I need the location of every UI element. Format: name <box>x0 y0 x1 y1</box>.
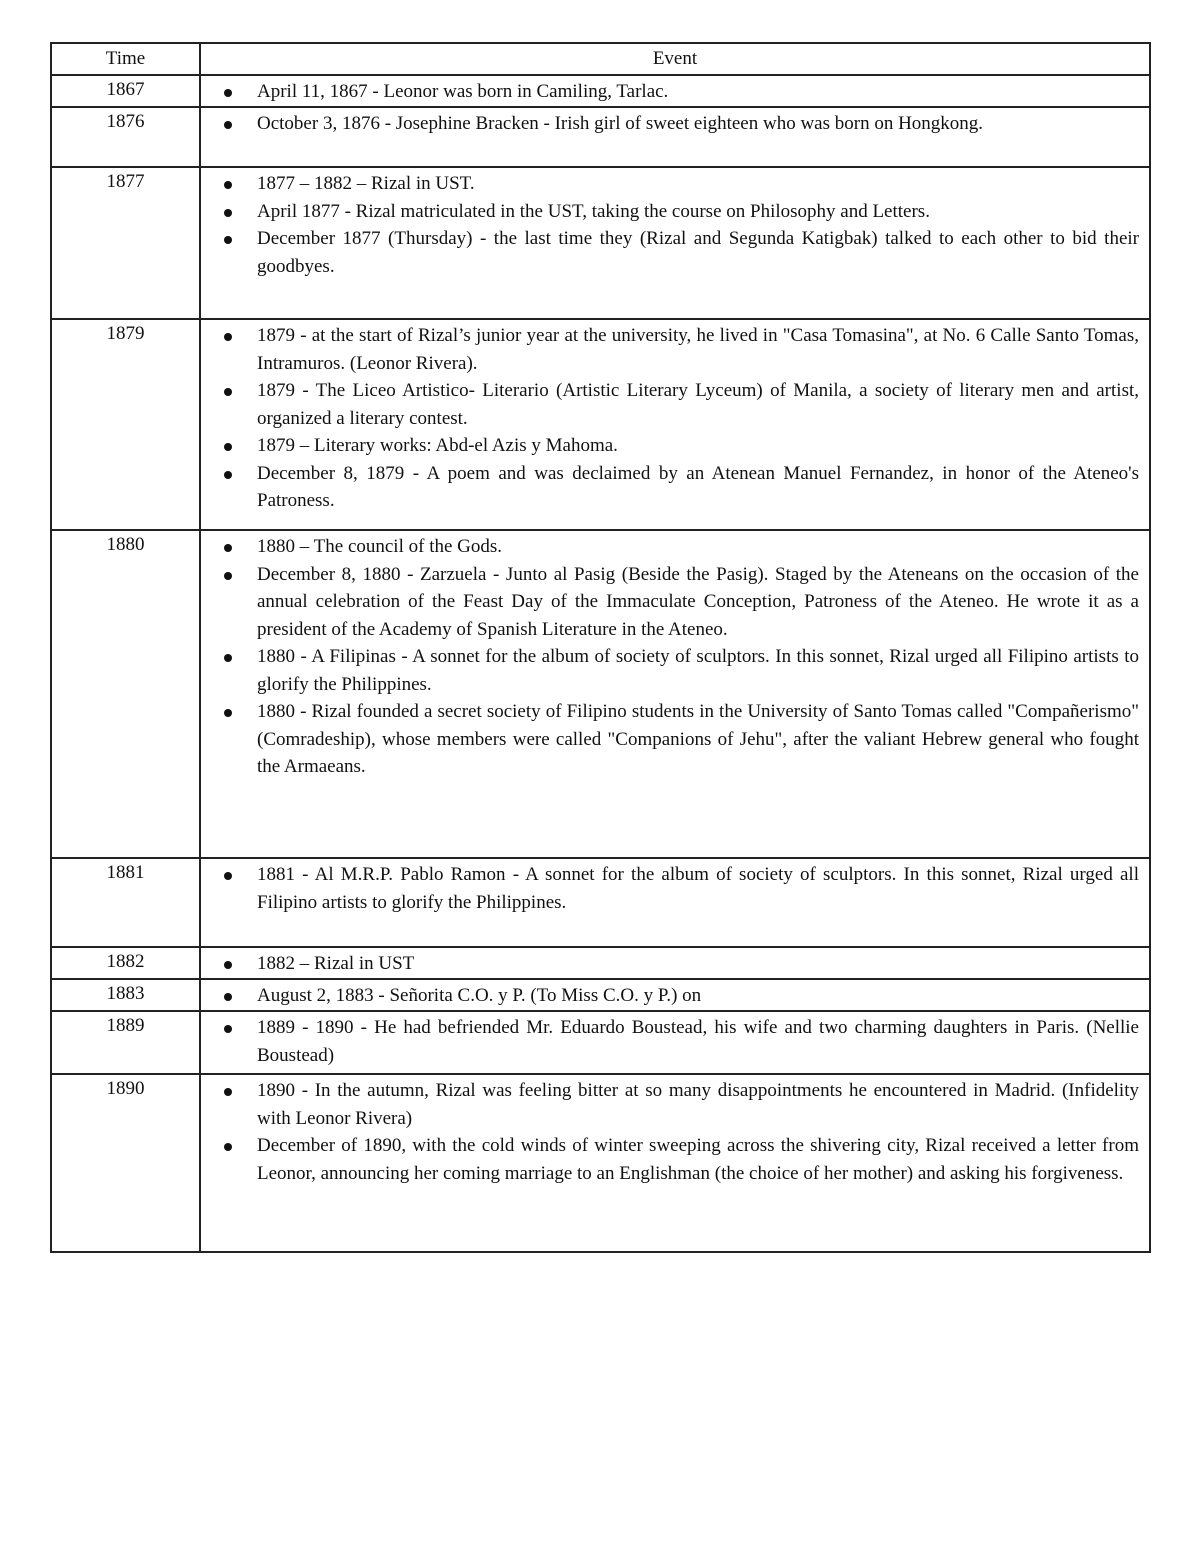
event-item <box>257 1014 1139 1069</box>
event-text: December 8, 1879 - A poem and was declaimed by an Atenean Manuel Fernandez, in honor of the Ateneo's Patroness. <box>257 462 1139 511</box>
event-list <box>201 76 1149 106</box>
time-cell <box>51 167 200 319</box>
event-cell <box>200 1074 1150 1252</box>
time-cell <box>51 947 200 979</box>
event-text: December 1877 (Thursday) - the last time they (Rizal and Segunda Katigbak) talked to each other to bid their goodbyes. <box>257 228 1139 277</box>
event-item <box>257 950 1139 978</box>
bullet-icon <box>224 388 232 396</box>
event-text: 1881 - Al M.R.P. Pablo Ramon - A sonnet for the album of society of sculptors. In this sonnet, Rizal urged all Filipino artists to glorify the Philippines. <box>257 864 1139 913</box>
event-list <box>201 1012 1149 1069</box>
bullet-icon <box>224 471 232 479</box>
event-item <box>257 377 1139 432</box>
event-item <box>257 1077 1139 1132</box>
table-row <box>51 947 1150 979</box>
time-cell <box>51 530 200 858</box>
event-item <box>257 533 1139 561</box>
event-text: October 3, 1876 - Josephine Bracken - Irish girl of sweet eighteen who was born on Hongkong. <box>257 113 984 134</box>
event-text: 1877 – 1882 – Rizal in UST. <box>257 173 475 194</box>
event-item <box>257 861 1139 916</box>
event-item <box>257 225 1139 280</box>
event-cell <box>200 1011 1150 1074</box>
event-item <box>257 643 1139 698</box>
event-list <box>201 948 1149 978</box>
bullet-icon <box>224 209 232 217</box>
bullet-icon <box>224 121 232 129</box>
event-item <box>257 982 1139 1010</box>
bullet-icon <box>224 333 232 341</box>
time-cell <box>51 1011 200 1074</box>
year-label: 1883 <box>106 983 145 1004</box>
bullet-icon <box>224 1143 232 1151</box>
bullet-icon <box>224 961 232 969</box>
event-text: 1880 – The council of the Gods. <box>257 536 503 557</box>
event-text: 1882 – Rizal in UST <box>257 953 415 974</box>
bullet-icon <box>224 993 232 1001</box>
event-list <box>201 531 1149 781</box>
event-cell <box>200 167 1150 319</box>
table-row <box>51 107 1150 167</box>
table-row <box>51 979 1150 1011</box>
event-list <box>201 108 1149 138</box>
table-header-row <box>51 43 1150 75</box>
event-item <box>257 78 1139 106</box>
bullet-icon <box>224 654 232 662</box>
event-cell <box>200 979 1150 1011</box>
event-text: April 11, 1867 - Leonor was born in Camiling, Tarlac. <box>257 81 669 102</box>
year-label: 1879 <box>106 323 145 344</box>
event-list <box>201 859 1149 916</box>
timeline-table <box>50 42 1151 1253</box>
table-row <box>51 75 1150 107</box>
time-cell <box>51 319 200 530</box>
event-item <box>257 322 1139 377</box>
table-row <box>51 530 1150 858</box>
event-text: 1890 - In the autumn, Rizal was feeling bitter at so many disappointments he encountered in Madrid. (Infidelity with Leonor Rivera) <box>257 1080 1139 1129</box>
event-column-header: Event <box>200 43 1150 75</box>
year-label: 1881 <box>106 862 145 883</box>
event-item <box>257 432 1139 460</box>
year-label: 1877 <box>106 171 145 192</box>
event-cell <box>200 75 1150 107</box>
event-text: December of 1890, with the cold winds of winter sweeping across the shivering city, Rizal received a letter from Leonor, announcing her coming marriage to an Englishman (the choice of her mother) and asking his forgiveness. <box>257 1135 1139 1184</box>
event-item <box>257 561 1139 644</box>
event-item <box>257 460 1139 515</box>
event-item <box>257 1132 1139 1187</box>
event-item <box>257 170 1139 198</box>
event-cell <box>200 947 1150 979</box>
table-row <box>51 1011 1150 1074</box>
event-text: 1879 – Literary works: Abd-el Azis y Mahoma. <box>257 435 618 456</box>
year-label: 1882 <box>106 951 145 972</box>
table-row <box>51 1074 1150 1252</box>
event-list <box>201 980 1149 1010</box>
year-label: 1880 <box>106 534 145 555</box>
event-cell <box>200 107 1150 167</box>
year-label: 1889 <box>106 1015 145 1036</box>
event-cell <box>200 858 1150 947</box>
table-row <box>51 858 1150 947</box>
time-cell <box>51 858 200 947</box>
event-list <box>201 320 1149 515</box>
bullet-icon <box>224 544 232 552</box>
event-list <box>201 1075 1149 1187</box>
event-cell <box>200 530 1150 858</box>
time-cell <box>51 75 200 107</box>
year-label: 1876 <box>106 111 145 132</box>
event-list <box>201 168 1149 280</box>
event-text: August 2, 1883 - Señorita C.O. y P. (To Miss C.O. y P.) on <box>257 985 702 1006</box>
bullet-icon <box>224 443 232 451</box>
event-text: December 8, 1880 - Zarzuela - Junto al Pasig (Beside the Pasig). Staged by the Ateneans on the occasion of the annual celebration of the Feast Day of the Immaculate Conception, Patroness of the Ateneo. He wrote it as a president of the Academy of Spanish Literature in the Ateneo. <box>257 563 1139 640</box>
event-text: 1880 - A Filipinas - A sonnet for the album of society of sculptors. In this sonnet, Rizal urged all Filipino artists to glorify the Philippines. <box>257 646 1139 695</box>
event-item <box>257 110 1139 138</box>
time-column-header: Time <box>51 43 200 75</box>
bullet-icon <box>224 872 232 880</box>
table-row <box>51 167 1150 319</box>
table-row <box>51 319 1150 530</box>
bullet-icon <box>224 181 232 189</box>
bullet-icon <box>224 236 232 244</box>
event-text: 1879 - at the start of Rizal’s junior year at the university, he lived in "Casa Tomasina", at No. 6 Calle Santo Tomas, Intramuros. (Leonor Rivera). <box>257 325 1139 374</box>
event-text: 1880 - Rizal founded a secret society of Filipino students in the University of Santo Tomas called "Compañerismo" (Comradeship), whose members were called "Companions of Jehu", after the valiant Hebrew general who fought the Armaeans. <box>257 701 1139 777</box>
time-cell <box>51 1074 200 1252</box>
bullet-icon <box>224 709 232 717</box>
event-item <box>257 198 1139 226</box>
time-cell <box>51 107 200 167</box>
bullet-icon <box>224 1025 232 1033</box>
event-text: 1879 - The Liceo Artistico- Literario (Artistic Literary Lyceum) of Manila, a society of literary men and artist, organized a literary contest. <box>257 380 1139 429</box>
bullet-icon <box>224 572 232 580</box>
year-label: 1890 <box>106 1078 145 1099</box>
event-text: 1889 - 1890 - He had befriended Mr. Eduardo Boustead, his wife and two charming daughters in Paris. (Nellie Boustead) <box>257 1017 1139 1066</box>
year-label: 1867 <box>106 79 145 100</box>
event-cell <box>200 319 1150 530</box>
time-cell <box>51 979 200 1011</box>
bullet-icon <box>224 89 232 97</box>
bullet-icon <box>224 1088 232 1096</box>
event-text: April 1877 - Rizal matriculated in the UST, taking the course on Philosophy and Letters. <box>257 200 930 222</box>
event-item <box>257 698 1139 781</box>
